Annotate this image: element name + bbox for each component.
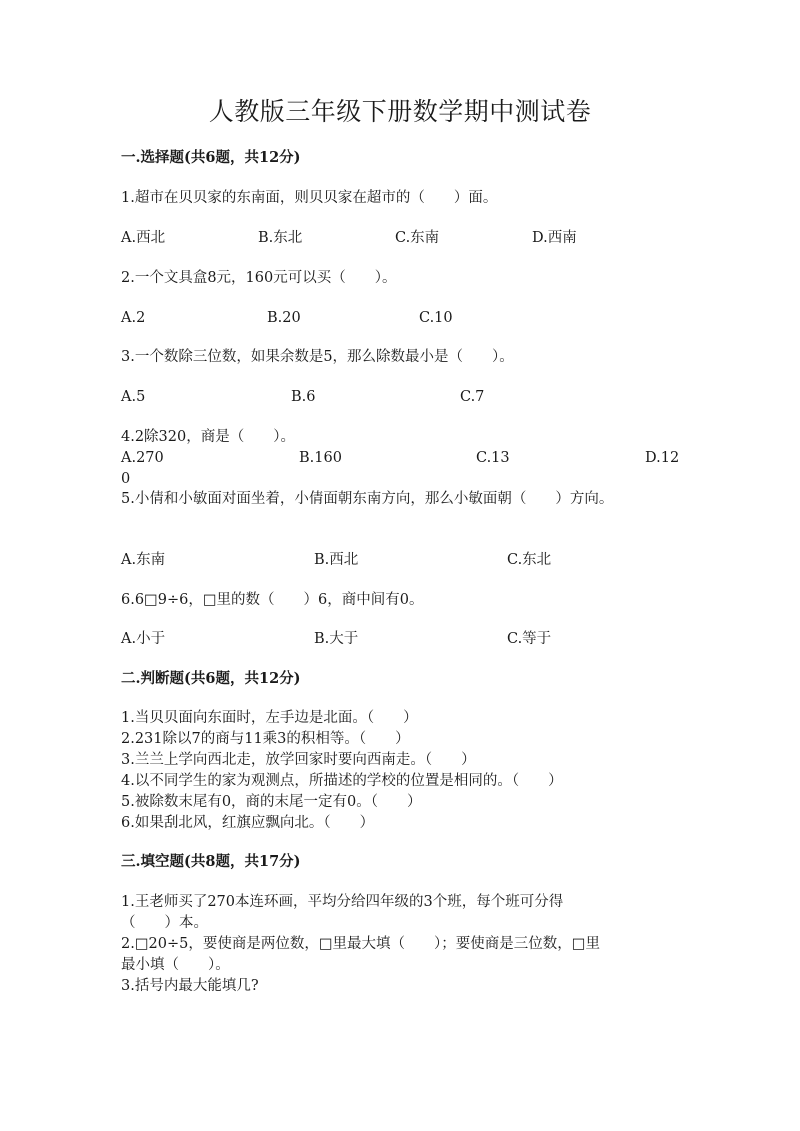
- fill-in-line: 3.括号内最大能填几?: [121, 978, 259, 994]
- answer-option: A.东南: [121, 552, 166, 568]
- judgement-item: 4.以不同学生的家为观测点，所描述的学校的位置是相同的。（ ）: [121, 773, 563, 789]
- section-heading-fill-in: 三.填空题(共8题，共17分): [121, 853, 301, 870]
- answer-option: B.160: [299, 450, 342, 466]
- question-text: 6.6□9÷6，□里的数（ ）6，商中间有0。: [121, 592, 424, 608]
- answer-option: A.5: [121, 389, 146, 405]
- answer-option: C.东北: [507, 552, 552, 568]
- question-text: 5.小倩和小敏面对面坐着，小倩面朝东南方向，那么小敏面朝（ ）方向。: [121, 491, 614, 507]
- question-text: 2.一个文具盒8元，160元可以买（ ）。: [121, 270, 397, 286]
- page-title: 人教版三年级下册数学期中测试卷: [208, 97, 592, 126]
- fill-in-line: （ ）本。: [121, 915, 208, 931]
- answer-option: D.西南: [532, 230, 577, 246]
- judgement-item: 3.兰兰上学向西北走，放学回家时要向西南走。（ ）: [121, 752, 476, 768]
- answer-option: B.西北: [314, 552, 359, 568]
- question-text: 3.一个数除三位数，如果余数是5，那么除数最小是（ ）。: [121, 349, 514, 365]
- judgement-item: 2.231除以7的商与11乘3的积相等。（ ）: [121, 731, 410, 747]
- answer-option: B.6: [291, 389, 316, 405]
- answer-option: C.7: [460, 389, 485, 405]
- section-heading-choice: 一.选择题(共6题，共12分): [121, 149, 301, 166]
- answer-option: B.20: [267, 310, 301, 326]
- answer-option: A.小于: [121, 631, 166, 647]
- section-heading-judgement: 二.判断题(共6题，共12分): [121, 670, 301, 687]
- answer-option-wrap: 0: [121, 471, 131, 487]
- judgement-item: 6.如果刮北风，红旗应飘向北。（ ）: [121, 815, 375, 831]
- answer-option: A.2: [121, 310, 146, 326]
- question-text: 4.2除320，商是（ ）。: [121, 429, 295, 445]
- judgement-item: 5.被除数末尾有0，商的末尾一定有0。（ ）: [121, 794, 422, 810]
- answer-option: C.10: [419, 310, 453, 326]
- answer-option: C.13: [476, 450, 510, 466]
- answer-option: C.东南: [395, 230, 440, 246]
- answer-option: A.西北: [121, 230, 166, 246]
- answer-option: C.等于: [507, 631, 552, 647]
- fill-in-line: 1.王老师买了270本连环画，平均分给四年级的3个班，每个班可分得: [121, 894, 564, 910]
- answer-option: D.12: [645, 450, 680, 466]
- answer-option: A.270: [121, 450, 164, 466]
- answer-option: B.东北: [258, 230, 303, 246]
- answer-option: B.大于: [314, 631, 359, 647]
- fill-in-line: 2.□20÷5，要使商是两位数，□里最大填（ ）；要使商是三位数，□里: [121, 936, 601, 952]
- judgement-item: 1.当贝贝面向东面时，左手边是北面。（ ）: [121, 710, 418, 726]
- fill-in-line: 最小填（ ）。: [121, 957, 230, 973]
- question-text: 1.超市在贝贝家的东南面，则贝贝家在超市的（ ）面。: [121, 190, 498, 206]
